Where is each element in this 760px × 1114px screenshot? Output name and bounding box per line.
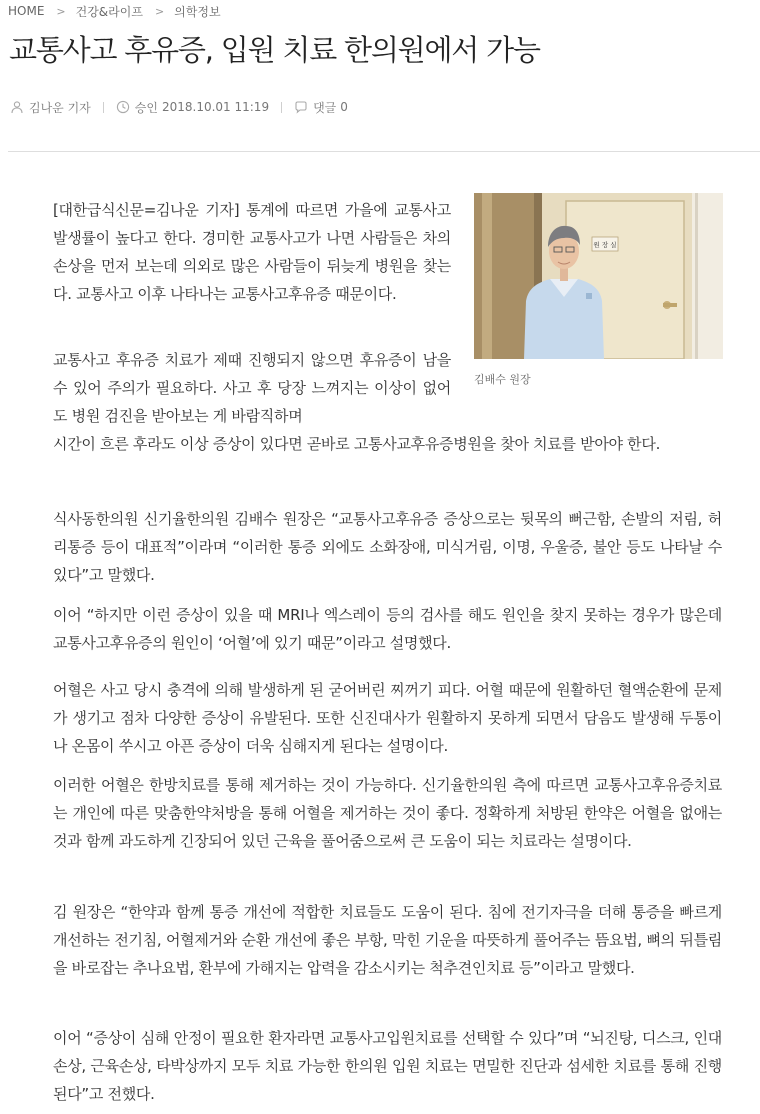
chevron-right-icon: > [154, 4, 165, 18]
breadcrumb-home-link[interactable]: HOME [8, 4, 45, 18]
meta-divider [103, 102, 104, 113]
approved-label: 승인 [134, 100, 158, 115]
clock-icon [116, 100, 130, 114]
comments-info[interactable] [294, 99, 348, 116]
paragraph: 이어 “증상이 심해 안정이 필요한 환자라면 교통사고입원치료를 선택할 수 있다”며 “뇌진탕, 디스크, 인대손상, 근육손상, 타박상까지 모두 치료 가능한 한의원 입원 치료는 면밀한 진단과 섬세한 치료를 통해 진행된다”고 전했다. [53, 1029, 722, 1103]
chevron-right-icon: > [56, 4, 66, 18]
user-icon [10, 100, 24, 114]
comments-label: 댓글 [313, 100, 337, 115]
comment-icon [294, 100, 308, 114]
paragraph: 교통사고 후유증 치료가 제때 진행되지 않으면 후유증이 남을 수 있어 주의가 필요하다. 사고 후 당장 느껴지는 이상이 없어도 병원 검진을 받아보는 게 바람직하며 [53, 351, 451, 425]
doctor-photo [474, 193, 723, 359]
paragraph: [대한급식신문=김나운 기자] 통계에 따르면 가을에 교통사고 발생률이 높다고 한다. 경미한 교통사고가 나면 사람들은 차의 손상을 먼저 보는데 의외로 많은 사람들이 뒤늦게 병원을 찾는다. 교통사고 이후 나타나는 교통사고후유증 때문이다. [53, 201, 451, 303]
approved-time: 2018.10.01 11:19 [161, 100, 270, 114]
photo-caption: 김배수 원장 [474, 373, 531, 386]
comments-count: 0 [340, 100, 348, 114]
paragraph: 김 원장은 “한약과 함께 통증 개선에 적합한 치료들도 도움이 된다. 침에 전기자극을 더해 통증을 빠르게 개선하는 전기침, 어혈제거와 순환 개선에 좋은 부항, 막힌 기운을 따뜻하게 풀어주는 뜸요법, 뼈의 뒤틀림을 바로잡는 추나요법, 환부에 가해지는 압력을 감소시키는 척추견인치료 등”이라고 말했다. [53, 903, 722, 977]
paragraph: 어혈은 사고 당시 충격에 의해 발생하게 된 굳어버린 찌꺼기 피다. 어혈 때문에 원활하던 혈액순환에 문제가 생기고 점차 다양한 증상이 유발된다. 또한 신진대사가 원활하지 못하게 되면서 담음도 발생해 두통이나 온몸이 쑤시고 아픈 증상이 더욱 심해지게 된다는 설명이다. [53, 681, 722, 755]
paragraph: 시간이 흐른 후라도 이상 증상이 있다면 곧바로 고통사교후유증병원을 찾아 치료를 받아야 한다. [53, 435, 661, 453]
article-figure [474, 193, 723, 387]
breadcrumb-section-link[interactable]: 건강&라이프 [75, 4, 143, 19]
door-sign-text: 원 장 실 [593, 241, 617, 249]
page-title: 교통사고 후유증, 입원 치료 한의원에서 가능 [9, 33, 540, 67]
author-name: 김나운 기자 [29, 100, 91, 115]
breadcrumb [8, 2, 221, 20]
approved-info [116, 99, 269, 116]
paragraph: 이러한 어혈은 한방치료를 통해 제거하는 것이 가능하다. 신기율한의원 측에 따르면 교통사고후유증치료는 개인에 따른 맞춤한약처방을 통해 어혈을 제거하는 것이 좋다. 정확하게 처방된 한약은 어혈을 없애는 것과 함께 과도하게 긴장되어 있던 근육을 풀어줌으로써 큰 도움이 되는 치료라는 설명이다. [53, 776, 722, 850]
paragraph: 식사동한의원 신기율한의원 김배수 원장은 “교통사고후유증 증상으로는 뒷목의 뻐근함, 손발의 저림, 허리통증 등이 대표적”이라며 “이러한 통증 외에도 소화장애, 미식거림, 이명, 우울증, 불안 등도 나타날 수 있다”고 말했다. [53, 510, 722, 584]
article-meta [10, 98, 348, 116]
paragraph: 이어 “하지만 이런 증상이 있을 때 MRI나 엑스레이 등의 검사를 해도 원인을 찾지 못하는 경우가 많은데 교통사고후유증의 원인이 ‘어혈’에 있기 때문”이라고 설명했다. [53, 606, 722, 652]
author-info [10, 99, 91, 116]
meta-divider [281, 102, 282, 113]
header-divider [8, 151, 760, 152]
breadcrumb-subsection-link[interactable]: 의학정보 [174, 4, 221, 19]
